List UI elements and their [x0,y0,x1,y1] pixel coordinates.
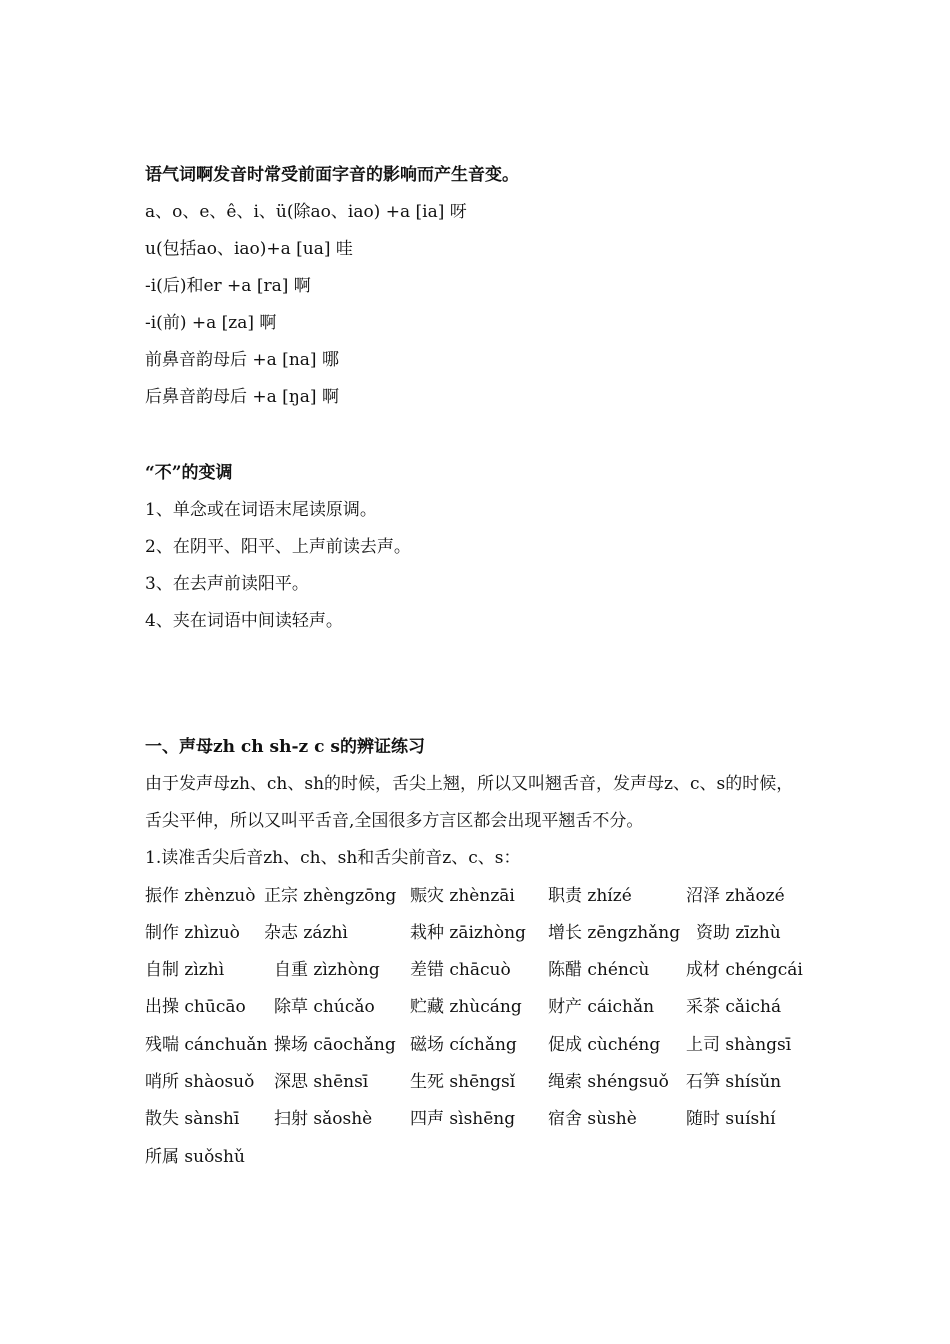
word-entry: 差错 chācuò [410,960,511,980]
intro-paragraph-line: 舌尖平伸，所以又叫平舌音,全国很多方言区都会出现平翘舌不分。 [145,811,644,831]
word-entry: 散失 sànshī [145,1109,240,1129]
word-entry: 随时 suíshí [686,1109,776,1129]
word-entry: 除草 chúcǎo [274,997,375,1017]
word-entry: 正宗 zhèngzōng [264,886,397,906]
word-entry: 增长 zēngzhǎng [548,923,681,943]
word-entry: 宿舍 sùshè [548,1109,637,1129]
word-entry: 所属 suǒshǔ [145,1147,245,1167]
word-entry: 石笋 shísǔn [686,1072,782,1092]
rule-line: a、o、e、ê、i、ü(除ao、iao) +a [ia] 呀 [145,202,467,222]
word-entry: 沼泽 zhǎozé [686,886,785,906]
word-entry: 上司 shàngsī [686,1035,792,1055]
word-entry: 磁场 cíchǎng [410,1035,517,1055]
word-entry: 扫射 sǎoshè [274,1109,373,1129]
word-entry: 深思 shēnsī [274,1072,369,1092]
section-title-initials: 一、声母zh ch sh-z c s的辨证练习 [145,737,425,757]
word-entry: 生死 shēngsǐ [410,1072,516,1092]
practice-subtitle: 1.读准舌尖后音zh、ch、sh和舌尖前音z、c、s： [145,848,521,868]
word-entry: 出操 chūcāo [145,997,246,1017]
word-entry: 杂志 zázhì [264,923,348,943]
word-entry: 栽种 zāizhòng [410,923,526,943]
word-entry: 自重 zìzhòng [274,960,380,980]
rule-line: -i(前) +a [za] 啊 [145,313,277,333]
word-entry: 成材 chéngcái [686,960,803,980]
rule-line: 后鼻音韵母后 +a [ŋa] 啊 [145,387,339,407]
rule-line: -i(后)和er +a [ra] 啊 [145,276,311,296]
word-entry: 贮藏 zhùcáng [410,997,522,1017]
word-entry: 哨所 shàosuǒ [145,1072,255,1092]
word-entry: 四声 sìshēng [410,1109,516,1129]
word-entry: 财产 cáichǎn [548,997,655,1017]
word-entry: 振作 zhènzuò [145,886,256,906]
word-entry: 促成 cùchéng [548,1035,661,1055]
word-entry: 职责 zhízé [548,886,632,906]
bu-rule-item: 2、在阴平、阳平、上声前读去声。 [145,537,411,557]
word-entry: 采茶 cǎichá [686,997,782,1017]
word-entry: 绳索 shéngsuǒ [548,1072,669,1092]
bu-rule-item: 4、夹在词语中间读轻声。 [145,611,343,631]
section-title-bu: “不”的变调 [145,463,233,483]
rule-line: u(包括ao、iao)+a [ua] 哇 [145,239,353,259]
word-entry: 自制 zìzhì [145,960,225,980]
word-entry: 资助 zīzhù [696,923,781,943]
bu-rule-item: 3、在去声前读阳平。 [145,574,309,594]
word-entry: 残喘 cánchuǎn [145,1035,268,1055]
word-entry: 赈灾 zhènzāi [410,886,515,906]
section-title-particle-a: 语气词啊发音时常受前面字音的影响而产生音变。 [145,165,519,185]
bu-rule-item: 1、单念或在词语末尾读原调。 [145,500,377,520]
intro-paragraph-line: 由于发声母zh、ch、sh的时候，舌尖上翘，所以又叫翘舌音，发声母z、c、s的时候， [145,774,794,794]
word-entry: 陈醋 chéncù [548,960,650,980]
word-entry: 制作 zhìzuò [145,923,240,943]
rule-line: 前鼻音韵母后 +a [na] 哪 [145,350,339,370]
word-entry: 操场 cāochǎng [274,1035,396,1055]
